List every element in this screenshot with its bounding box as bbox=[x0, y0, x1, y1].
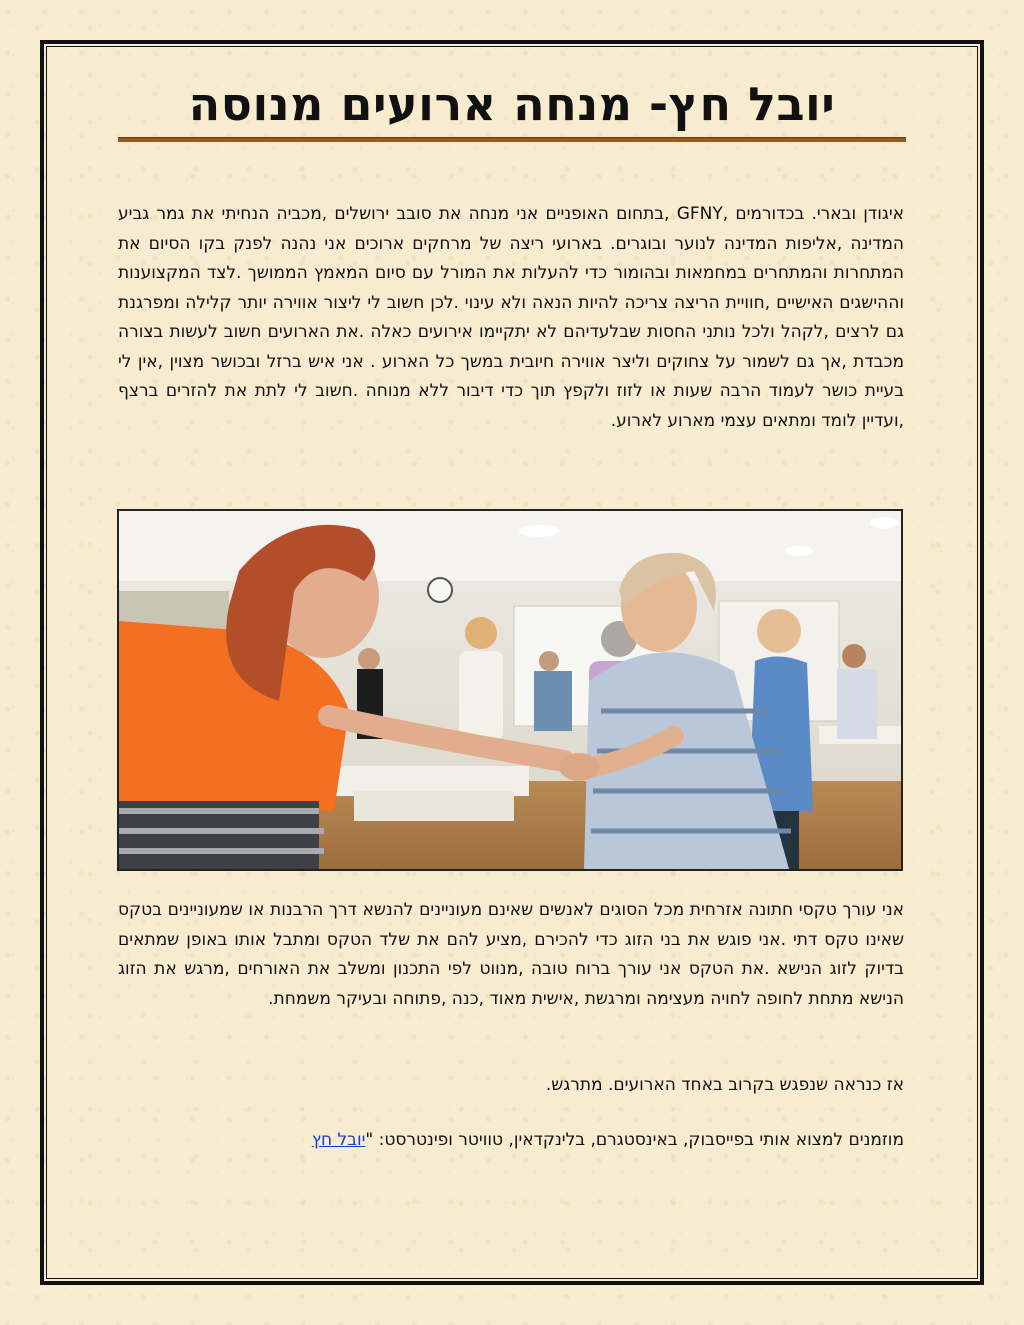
social-link[interactable]: יובל חץ bbox=[311, 1130, 366, 1150]
event-photo bbox=[117, 509, 903, 871]
title-underline bbox=[118, 137, 906, 142]
social-text: מוזמנים למצוא אותי בפייסבוק, באינסטגרם, בלינקדאין, טוויטר ופינטרסט: " bbox=[365, 1130, 904, 1150]
closing-line: אז כנראה שנפגש בקרוב באחד הארועים. מתרגש. bbox=[545, 1075, 904, 1095]
page-title: יובל חץ- מנחה ארועים מנוסה bbox=[188, 77, 836, 131]
social-line bbox=[118, 1126, 904, 1156]
wedding-paragraph: אני עורך טקסי חתונה אזרחית מכל הסוגים לאנשים שאינם מעוניינים להנשא דרך הרבנות או שמעוניינים בטקס שאינו טקס דתי .אני פוגש את בני הזוג כדי להכירם ,מציע להם את שלד הטקס ומתבל אותו באופן שמתאים בדיוק לזוג הנישא .את הטקס אני עורך ברוח טובה ,מנווט לפי התכנון ומשלב את האורחים ,מרגש את הזוג הנישא מתחת לחופה לחויה מעצימה ומרגשת ,אישית מאוד ,כנה ,פתוחה ובעיקר משמחת. bbox=[118, 900, 904, 1009]
intro-paragraph: איגודן ובארי. בכדורמים ,GFNY ,בתחום האופניים אני מנחה את סובב ירושלים ,מכביה הנחיתי את גמר גביע המדינה ,אליפות המדינה לנוער ובוגרים. בארועי ריצה של מרחקים ארוכים אני נהנה לפנק בקו הסיום את המתחרות והמתחרים במחמאות ובהומור כדי להעלות את המורל עם סיום המאמץ הממושך .לצד המקצוענות וההישגים האישיים ,חוויית הריצה צריכה להיות הנאה ולא עינוי .לכן חשוב לי ליצור אווירה יותר קלילה ומפרגנת גם לרצים ,לקהל ולכל נותני החסות שבלעדיהם לא יתקיימו אירועים כאלה .את הארועים חשוב לעשות בצורה מכבדת ,אך גם לשמור על צחוקים וליצר אווירה חיובית במשך כל הארוע . אני איש ברזל ובכושר מצוין ,אין לי בעיית כושר לעמוד הרבה שעות או לזוז ולקפץ תוך כדי דיבור ללא מנוחה .חשוב לי לתת את להזרים ברצף ,ועדיין לומד ומתאים עצמי מארוע לארוע. bbox=[118, 204, 904, 431]
